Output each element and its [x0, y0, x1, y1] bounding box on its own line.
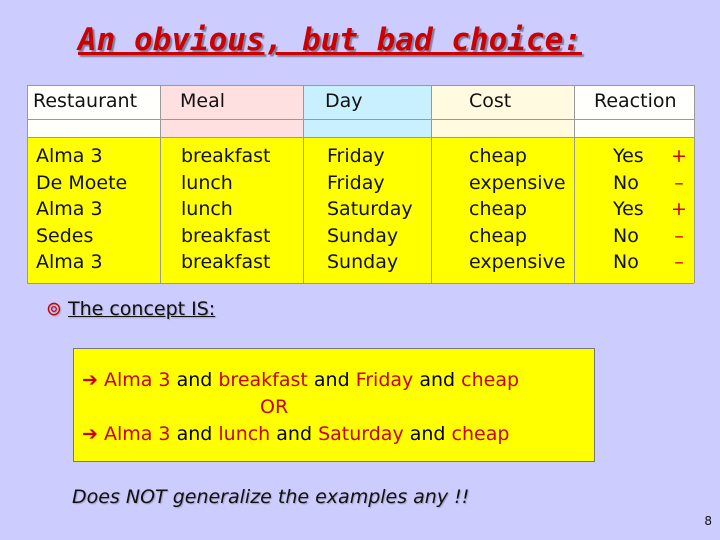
table-cell: cheap — [469, 145, 527, 167]
concept-term: Friday — [355, 369, 414, 391]
table-cell: No — [613, 224, 639, 247]
spacer-cell — [27, 119, 160, 137]
table-cell: Yes — [613, 198, 644, 220]
connector-and: and — [313, 369, 350, 391]
sign-mark: – — [674, 251, 684, 273]
concept-term: Saturday — [318, 423, 404, 445]
concept-term: breakfast — [218, 369, 308, 391]
table-cell: expensive — [469, 251, 566, 273]
concept-line-2 — [82, 421, 594, 448]
sign-mark: – — [674, 171, 684, 194]
column-cost — [431, 137, 574, 283]
table-border — [694, 85, 695, 283]
header-cost: Cost — [431, 85, 574, 119]
table-cell: cheap — [469, 198, 527, 220]
arrow-right-icon: ➔ — [82, 369, 98, 391]
table-cell: Sunday — [327, 251, 399, 273]
table-cell: breakfast — [181, 224, 271, 247]
table-border — [27, 85, 28, 283]
page-number: 8 — [704, 514, 712, 528]
table-border — [27, 137, 694, 138]
table-cell: Sedes — [36, 224, 94, 247]
table-cell: expensive — [469, 171, 566, 194]
table-cell: De Moete — [36, 171, 128, 194]
column-restaurant — [27, 137, 160, 283]
or-label: OR — [260, 396, 289, 418]
table-cell: Friday — [327, 145, 385, 167]
spacer-cell — [574, 119, 694, 137]
bullet-icon: ⊚ — [46, 298, 62, 320]
concept-term: cheap — [461, 369, 520, 391]
concept-heading — [46, 298, 215, 320]
spacer-cell — [431, 119, 574, 137]
concept-term: cheap — [451, 423, 510, 445]
table-border — [27, 119, 694, 120]
table-border — [431, 85, 432, 283]
table-cell: Yes — [613, 145, 644, 167]
table-border — [160, 85, 161, 283]
header-reaction: Reaction — [574, 85, 694, 119]
column-day — [303, 137, 431, 283]
table-cell: Friday — [327, 171, 385, 194]
conclusion-text: Does NOT generalize the examples any !! — [72, 486, 470, 508]
spacer-cell — [303, 119, 431, 137]
table-cell: lunch — [181, 198, 233, 220]
table-cell: breakfast — [181, 251, 271, 273]
connector-and: and — [276, 423, 313, 445]
spacer-cell — [160, 119, 303, 137]
table-border — [574, 85, 575, 283]
sign-mark: – — [674, 224, 684, 247]
table-cell: Alma 3 — [36, 251, 103, 273]
table-cell: Alma 3 — [36, 198, 103, 220]
concept-line-1 — [82, 367, 594, 394]
connector-and: and — [176, 423, 213, 445]
concept-term: Alma 3 — [103, 369, 171, 391]
table-cell: breakfast — [181, 145, 271, 167]
header-day: Day — [303, 85, 431, 119]
connector-and: and — [176, 369, 213, 391]
table-cell: Saturday — [327, 198, 413, 220]
connector-and: and — [419, 369, 456, 391]
reaction-signs — [668, 143, 690, 276]
concept-term: lunch — [218, 423, 271, 445]
slide-title: An obvious, but bad choice: — [78, 22, 582, 58]
header-meal: Meal — [160, 85, 303, 119]
table-cell: cheap — [469, 224, 527, 247]
table-cell: No — [613, 171, 639, 194]
connector-and: and — [409, 423, 446, 445]
table-cell: Alma 3 — [36, 145, 103, 167]
concept-term: Alma 3 — [103, 423, 171, 445]
header-restaurant: Restaurant — [27, 85, 160, 119]
concept-box — [73, 348, 595, 462]
sign-mark: + — [671, 145, 687, 167]
table-border — [27, 85, 694, 86]
table-cell: lunch — [181, 171, 233, 194]
concept-label: The concept IS: — [67, 298, 216, 320]
sign-mark: + — [671, 198, 687, 220]
table-cell: No — [613, 251, 639, 273]
table-cell: Sunday — [327, 224, 399, 247]
table-border — [27, 283, 694, 284]
table-border — [303, 85, 304, 283]
arrow-right-icon: ➔ — [82, 423, 98, 445]
column-meal — [160, 137, 303, 283]
